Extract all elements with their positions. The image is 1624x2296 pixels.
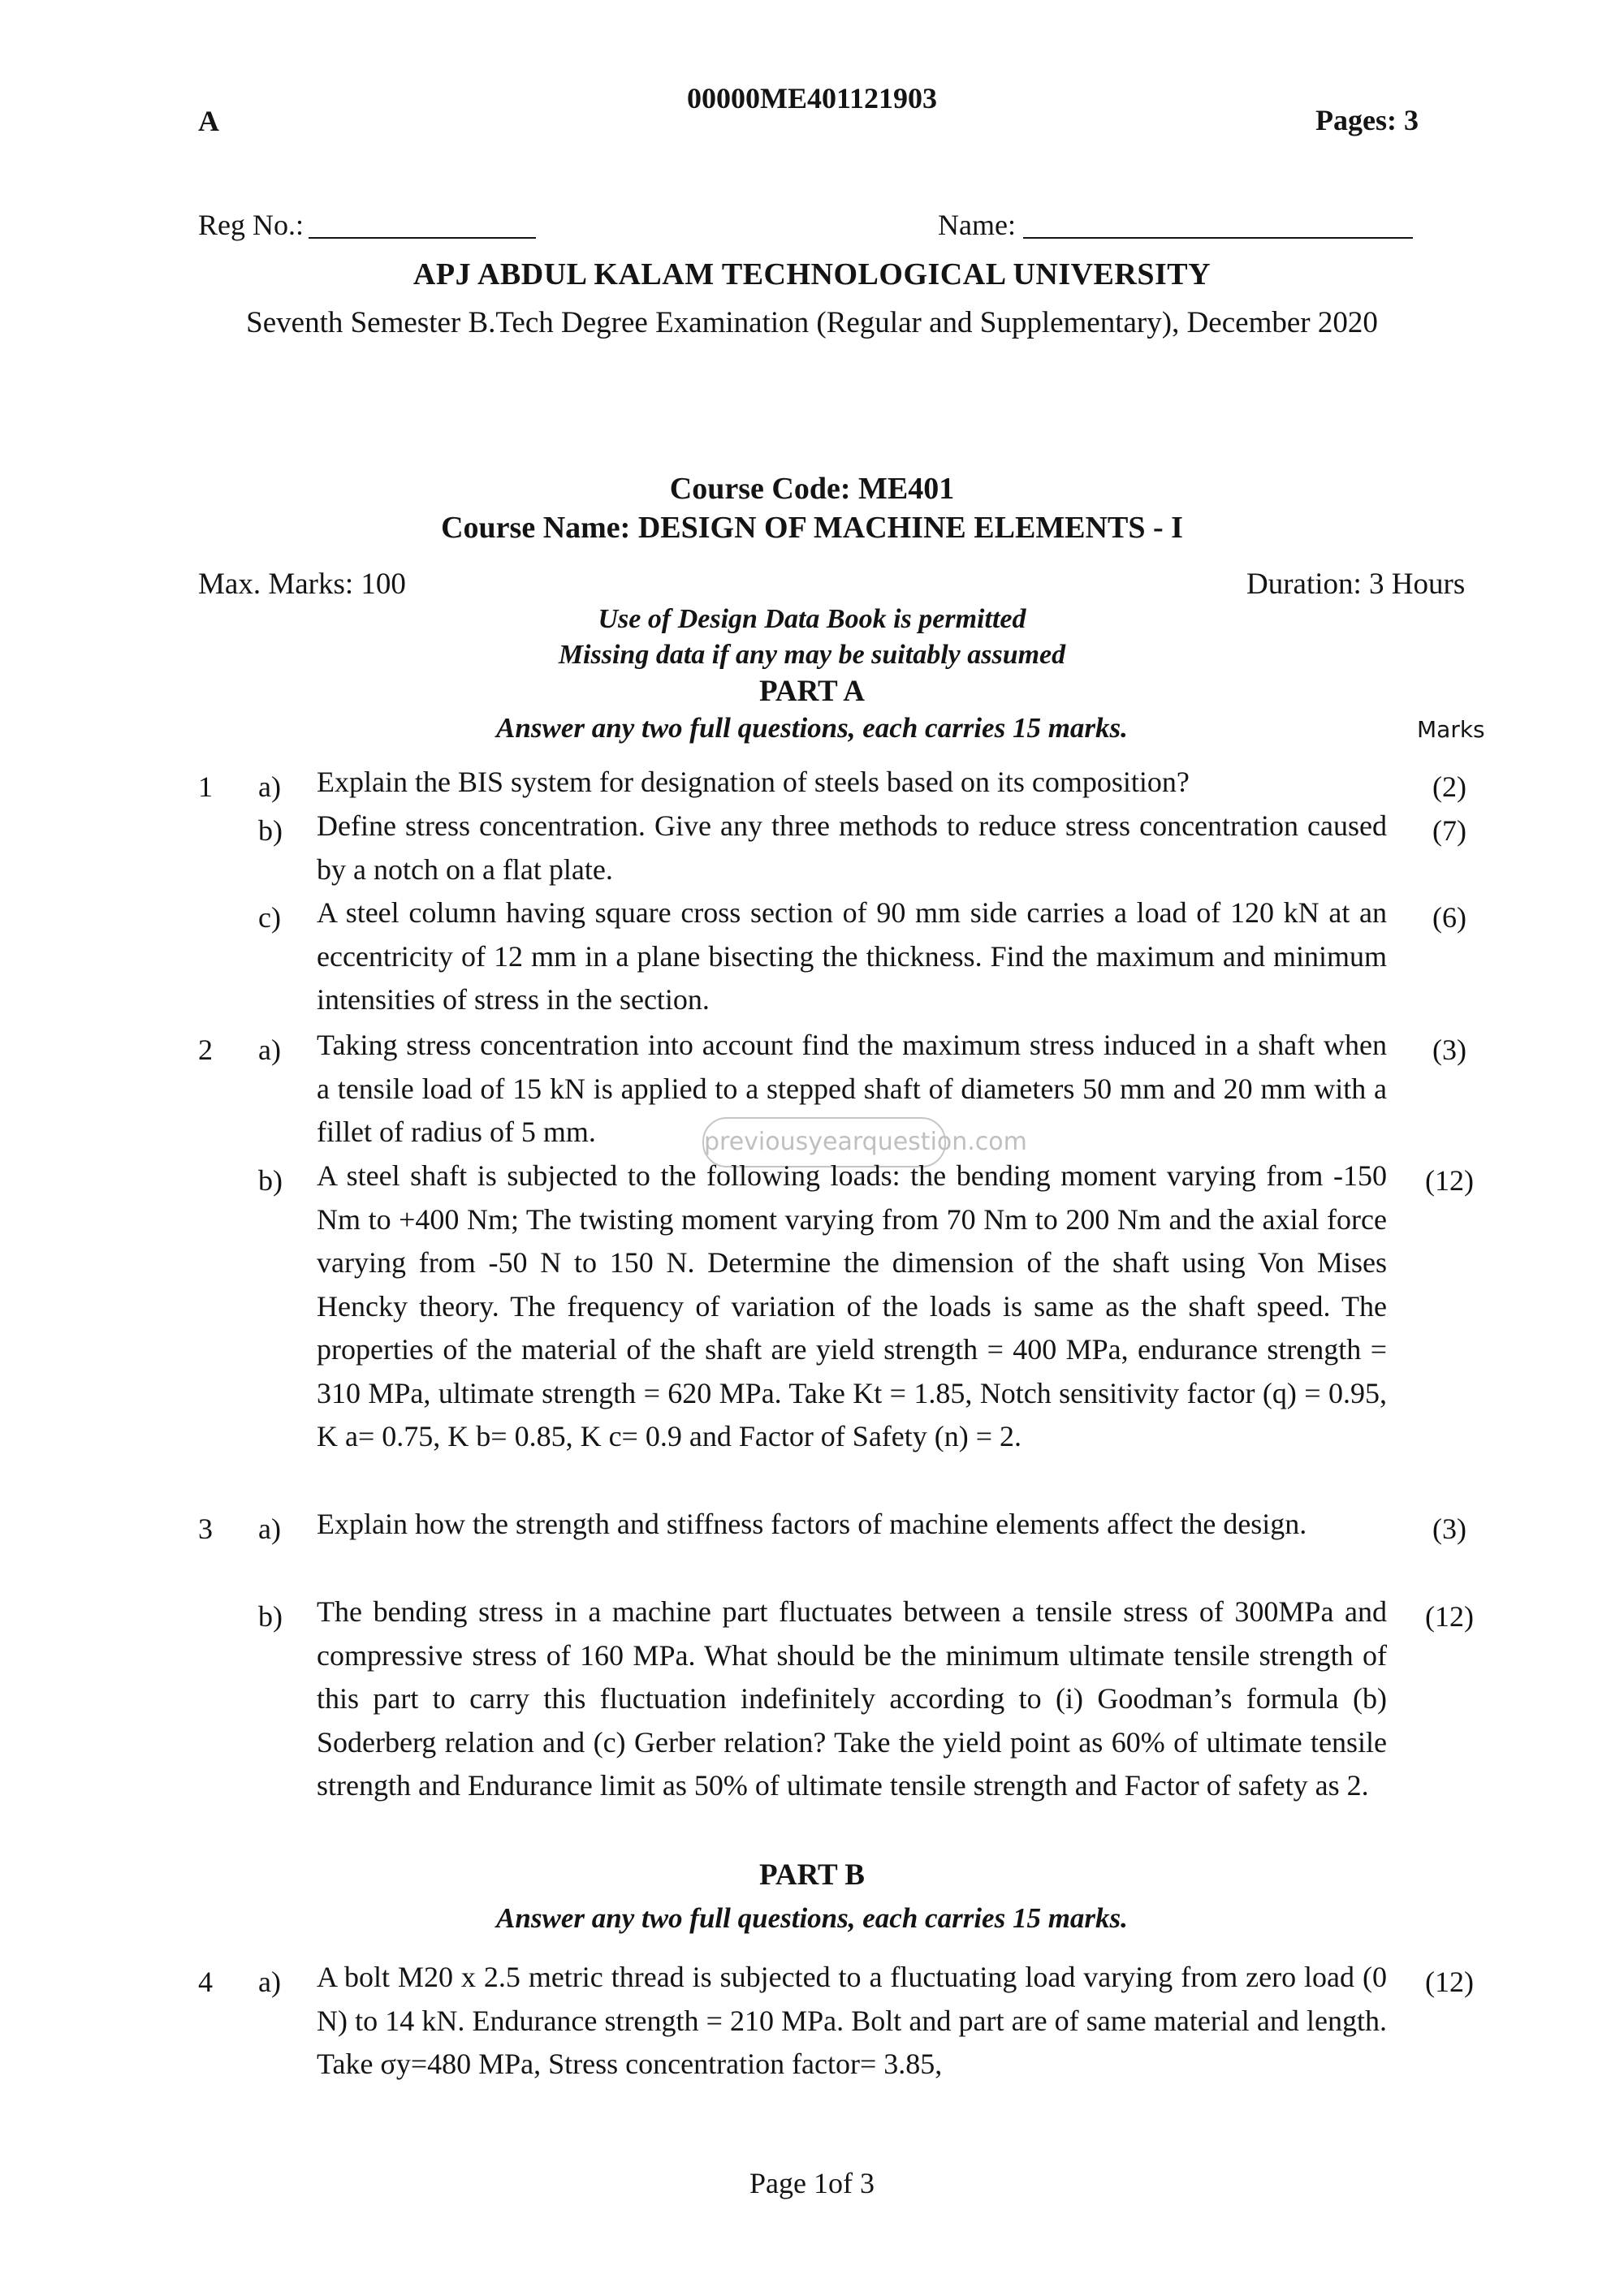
name-blank-line — [1023, 237, 1413, 239]
part-a-title: PART A — [759, 675, 865, 708]
marks-column-header: Marks — [1417, 716, 1485, 743]
question-marks: (6) — [1432, 901, 1466, 934]
set-letter: A — [198, 105, 219, 137]
course-name: Course Name: DESIGN OF MACHINE ELEMENTS - I — [441, 511, 1183, 545]
part-b-instruction: Answer any two full questions, each carries 15 marks. — [496, 1902, 1128, 1934]
question-marks: (3) — [1432, 1034, 1466, 1066]
course-code: Course Code: ME401 — [669, 472, 955, 506]
question-marks: (7) — [1432, 814, 1466, 847]
question-text: Define stress concentration. Give any three methods to reduce stress concentration caused by a notch on a flat plate. — [317, 809, 1387, 886]
question-text: Explain how the strength and stiffness factors of machine elements affect the design. — [317, 1508, 1307, 1540]
question-text: A bolt M20 x 2.5 metric thread is subjected to a fluctuating load varying from zero load (0 N) to 14 kN. Endurance strength = 210 MPa. Bolt and part are of same material and length. Take σy=480 MPa, Stress concentration factor= 3.85, — [317, 1961, 1387, 2080]
question-marks: (12) — [1425, 1966, 1474, 1998]
question-number: 1 — [198, 770, 213, 803]
name-label: Name: — [938, 209, 1016, 241]
page-count: Pages: 3 — [1315, 104, 1419, 136]
question-part-label: b) — [258, 814, 283, 847]
paper-code: 00000ME401121903 — [686, 82, 937, 114]
question-part-label: a) — [258, 770, 281, 803]
question-part-label: b) — [258, 1164, 283, 1197]
question-text: Explain the BIS system for designation of steels based on its composition? — [317, 766, 1190, 798]
question-marks: (2) — [1432, 770, 1466, 803]
max-marks: Max. Marks: 100 — [198, 568, 406, 601]
question-number: 2 — [198, 1034, 213, 1066]
question-text: Taking stress concentration into account find the maximum stress induced in a shaft when a tensile load of 15 kN is applied to a stepped shaft of diameters 50 mm and 20 mm with a fillet of radius of 5 mm. — [317, 1029, 1387, 1148]
question-text: A steel shaft is subjected to the following loads: the bending moment varying from -150 Nm to +400 Nm; The twisting moment varying from 70 Nm to 200 Nm and the axial force varying from -50 N to 150 N. Determine the dimension of the shaft using Von Mises Hencky theory. The frequency of variation of the loads is same as the shaft speed. The properties of the material of the shaft are yield strength = 400 MPa, endurance strength = 310 MPa, ultimate strength = 620 MPa. Take Kt = 1.85, Notch sensitivity factor (q) = 0.95, K a= 0.75, K b= 0.85, K c= 0.9 and Factor of Safety (n) = 2. — [317, 1159, 1387, 1452]
watermark-stamp: previousyearquestion.com — [702, 1117, 946, 1167]
question-number: 4 — [198, 1966, 213, 1998]
part-a-instruction: Answer any two full questions, each carries 15 marks. — [496, 712, 1128, 744]
reg-no-blank-line — [309, 237, 536, 239]
question-marks: (12) — [1425, 1164, 1474, 1197]
question-part-label: a) — [258, 1513, 281, 1545]
instruction-note: Use of Design Data Book is permitted — [598, 604, 1026, 634]
question-part-label: a) — [258, 1966, 281, 1998]
part-b-title: PART B — [759, 1858, 865, 1892]
question-part-label: b) — [258, 1600, 283, 1633]
page-footer: Page 1of 3 — [749, 2167, 875, 2199]
reg-no-label: Reg No.: — [198, 209, 304, 241]
question-text: The bending stress in a machine part fluctuates between a tensile stress of 300MPa and compressive stress of 160 MPa. What should be the minimum ultimate tensile strength of this part to carry this fluctuation indefinitely according to (i) Goodman’s formula (b) Soderberg relation and (c) Gerber relation? Take the yield point as 60% of ultimate tensile strength and Endurance limit as 50% of ultimate tensile strength and Factor of safety as 2. — [317, 1595, 1387, 1802]
question-number: 3 — [198, 1513, 213, 1545]
question-part-label: c) — [258, 901, 281, 934]
instruction-note: Missing data if any may be suitably assumed — [558, 640, 1066, 670]
duration: Duration: 3 Hours — [1246, 568, 1466, 601]
question-marks: (12) — [1425, 1600, 1474, 1633]
question-part-label: a) — [258, 1034, 281, 1066]
exam-description: Seventh Semester B.Tech Degree Examination (Regular and Supplementary), December 2020 — [246, 306, 1378, 339]
question-text: A steel column having square cross section of 90 mm side carries a load of 120 kN at an eccentricity of 12 mm in a plane bisecting the thickness. Find the maximum and minimum intensities of stress in the section. — [317, 896, 1387, 1016]
question-marks: (3) — [1432, 1513, 1466, 1545]
university-title: APJ ABDUL KALAM TECHNOLOGICAL UNIVERSITY — [412, 257, 1212, 291]
